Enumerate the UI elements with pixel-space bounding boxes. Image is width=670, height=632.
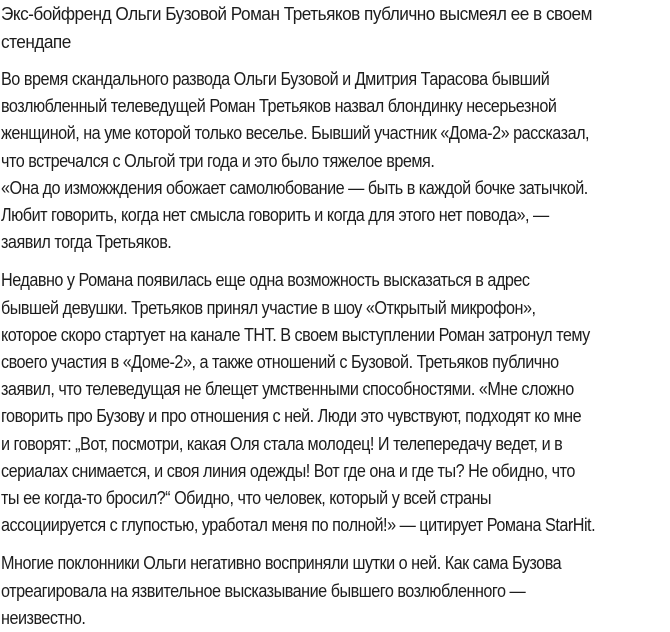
text-line: женщиной, на уме которой только веселье. Бывший участник «Дома-2» рассказал, xyxy=(1,123,590,144)
quote-line: Любит говорить, когда нет смысла говорить и когда для этого нет повода», — xyxy=(1,205,549,226)
text-line: неизвестно. xyxy=(1,607,86,628)
text-line: Многие поклонники Ольги негативно восприняли шутки о ней. Как сама Бузова xyxy=(1,553,562,574)
text-line: заявил тогда Третьяков. xyxy=(1,232,172,253)
article-title xyxy=(1,0,623,56)
quote-line: «Она до изможждения обожает самолюбование — быть в каждой бочке затычкой. xyxy=(1,177,588,198)
paragraph-3 xyxy=(1,550,603,632)
text-line: и говорят: „Вот, посмотри, какая Оля стала молодец! И телепередачу ведет, и в xyxy=(1,433,563,454)
text-line: ассоциируется с глупостью, уработал меня по полной!» — цитирует Романа StarHit. xyxy=(1,515,596,536)
text-line: возлюбленный телеведущей Роман Третьяков назвал блондинку несерьезной xyxy=(1,96,557,117)
text-line: заявил, что телеведущая не блещет умственными способностями. «Мне сложно xyxy=(1,379,574,400)
text-line: Во время скандального развода Ольги Бузовой и Дмитрия Тарасова бывший xyxy=(1,69,550,89)
text-line: говорить про Бузову и про отношения с ней. Люди это чувствуют, подходят ко мне xyxy=(1,406,582,427)
text-line: которое скоро стартует на канале ТНТ. В своем выступлении Роман затронул тему xyxy=(1,324,590,345)
text-line: что встречался с Ольгой три года и это было тяжелое время. xyxy=(1,150,435,171)
text-line: ты ее когда-то бросил?“ Обидно, что человек, который у всей страны xyxy=(1,488,492,509)
text-line: своего участия в «Доме-2», а также отношений с Бузовой. Третьяков публично xyxy=(1,352,559,373)
text-line: Недавно у Романа появилась еще одна возможность высказаться в адрес xyxy=(1,270,530,291)
paragraph-2 xyxy=(1,267,603,539)
paragraph-1 xyxy=(1,66,603,256)
title-line: стендапе xyxy=(1,31,71,52)
text-line: отреагировала на язвительное высказывание бывшего возлюбленного — xyxy=(1,580,526,601)
title-line: Экс-бойфренд Ольги Бузовой Роман Третьяков публично высмеял ее в своем xyxy=(1,3,592,24)
text-line: сериалах снимается, и своя линия одежды! Вот где она и где ты? Не обидно, что xyxy=(1,460,575,481)
text-line: бывшей девушки. Третьяков принял участие в шоу «Открытый микрофон», xyxy=(1,297,536,318)
